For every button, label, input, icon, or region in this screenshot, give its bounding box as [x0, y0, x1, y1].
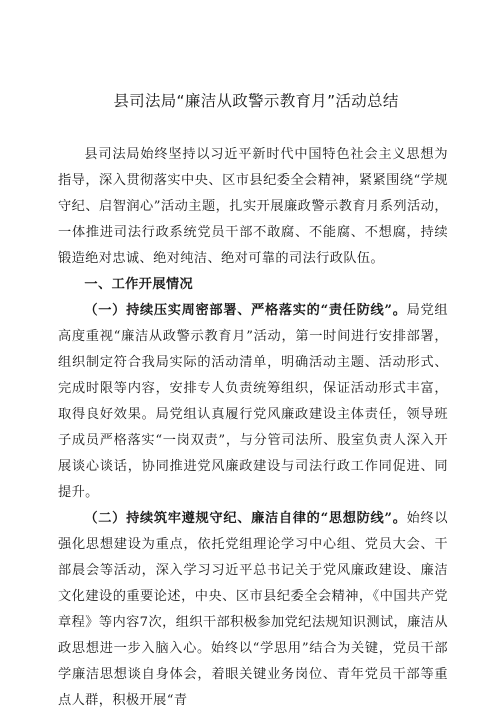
item-1-body: 局党组高度重视“廉洁从政警示教育月”活动，第一时间进行安排部署，组织制定符合我局实际的活动清单，明确活动主题、活动形式、完成时限等内容，安排专人负责统筹组织，保证活动形式丰富，取得良好效果。局党组认真履行党风廉政建设主体责任，领导班子成员严格落实“一岗双责”，与分管司法所、股室负责人深入开展谈心谈话，协同推进党风廉政建设与司法行政工作同促进、同提升。 [58, 303, 448, 500]
section-heading: 一、工作开展情况 [84, 277, 194, 292]
intro-paragraph: 县司法局始终坚持以习近平新时代中国特色社会主义思想为指导，深入贯彻落实中央、区市县纪委全会精神，紧紧围绕“学规守纪、启智润心”活动主题，扎实开展廉政警示教育月系列活动，一体推进司法行政系统党员干部不敢腐、不能腐、不想腐，持续锻造绝对忠诚、绝对纯洁、绝对可靠的司法行政队伍。 [58, 147, 448, 266]
item-2-body: 始终以强化思想建设为重点，依托党组理论学习中心组、党员大会、干部晨会等活动，深入学习习近平总书记关于党风廉政建设、廉洁文化建设的重要论述，中央、区市县纪委全会精神，《中国共产党章程》等内容7次，组织干部积极参加党纪法规知识测试，廉洁从政思想进一步入脑入心。始终以“学思用”结合为关键，党员干部学廉洁思想谈自身体会，着眼关键业务岗位、青年党员干部等重点人群，积极开展“青 [58, 511, 448, 708]
item-2-heading: （二）持续筑牢遵规守纪、廉洁自律的“思想防线”。 [84, 511, 407, 526]
document-title: 县司法局“廉洁从政警示教育月”活动总结 [113, 92, 399, 110]
item-1-paragraph [58, 298, 448, 506]
document-body [58, 142, 448, 714]
item-1-heading: （一）持续压实周密部署、严格落实的“责任防线”。 [84, 303, 407, 318]
item-2-paragraph [58, 506, 448, 714]
